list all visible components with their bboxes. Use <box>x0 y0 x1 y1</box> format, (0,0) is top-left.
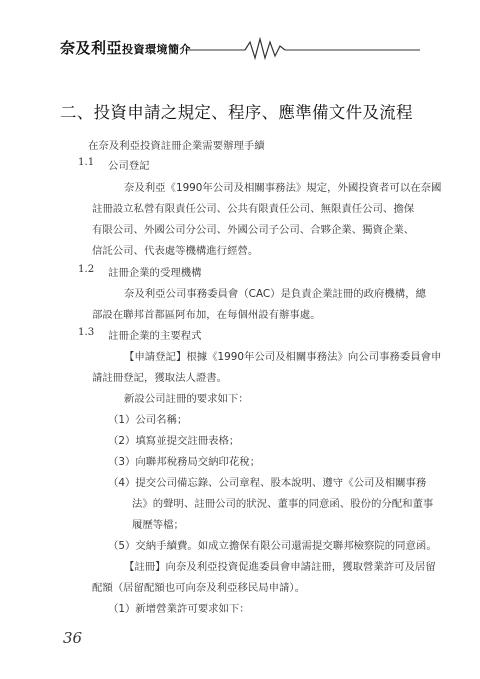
paragraph-line: 【註冊】向奈及利亞投資促進委員會申請註冊，獲取營業許可及居留 <box>124 561 436 573</box>
item-number: 1.3 <box>78 327 95 338</box>
list-item: （2）填寫並提交註冊表格； <box>108 435 240 447</box>
item-heading: 註冊企業的主要程式 <box>108 330 202 342</box>
paragraph-line: 【申請登記】根據《1990年公司及相關事務法》向公司事務委員會申 <box>124 351 442 363</box>
section-title: 二、投資申請之規定、程序、應準備文件及流程 <box>60 103 413 122</box>
paragraph-line: 配額（居留配額也可向奈及利亞移民局申請）。 <box>92 582 306 594</box>
paragraph-line: 部設在聯邦首都區阿布加，在每個州設有辦事處。 <box>92 309 321 321</box>
list-item: （4）提交公司備忘錄、公司章程、股本說明、遵守《公司及相關事務 <box>108 477 427 489</box>
paragraph-line: 奈及利亞公司事務委員會（CAC）是負責企業註冊的政府機構，總 <box>124 288 426 300</box>
header-title-main: 奈及利亞 <box>60 39 123 57</box>
header-title-sub: 投資環境簡介 <box>122 43 192 56</box>
list-item: （1）公司名稱； <box>108 414 188 426</box>
document-body <box>60 137 442 617</box>
paragraph-line: 有限公司、外國公司分公司、外國公司子公司、合夥企業、獨資企業、 <box>92 224 415 236</box>
list-item: （1）新增營業許可要求如下： <box>108 603 250 615</box>
page-number: 36 <box>63 629 83 647</box>
list-item: （5）交納手續費。如成立擔保有限公司還需提交聯邦檢察院的同意函。 <box>108 540 437 552</box>
list-item-continuation: 法》的聲明、註冊公司的狀況、董事的同意函、股份的分配和董事 <box>132 498 434 510</box>
item-heading: 註冊企業的受理機構 <box>108 267 202 279</box>
paragraph-line: 請註冊登記，獲取法人證書。 <box>92 372 228 384</box>
paragraph-line: 信託公司、代表處等機構進行經營。 <box>92 245 259 257</box>
item-heading: 公司登記 <box>108 160 150 172</box>
paragraph-line: 新設公司註冊的要求如下： <box>124 393 249 405</box>
list-item-continuation: 履歷等檔； <box>132 519 184 531</box>
paragraph-line: 奈及利亞《1990年公司及相關事務法》規定，外國投資者可以在奈國 <box>124 182 442 194</box>
paragraph-line: 註冊設立私營有限責任公司、公共有限責任公司、無限責任公司、擔保 <box>92 203 415 215</box>
item-number: 1.2 <box>78 264 95 275</box>
item-number: 1.1 <box>78 157 95 168</box>
header-title <box>60 37 191 58</box>
running-header <box>60 34 420 60</box>
list-item: （3）向聯邦稅務局交納印花稅； <box>108 456 261 468</box>
section-intro: 在奈及利亞投資註冊企業需要辦理手續 <box>88 140 265 152</box>
